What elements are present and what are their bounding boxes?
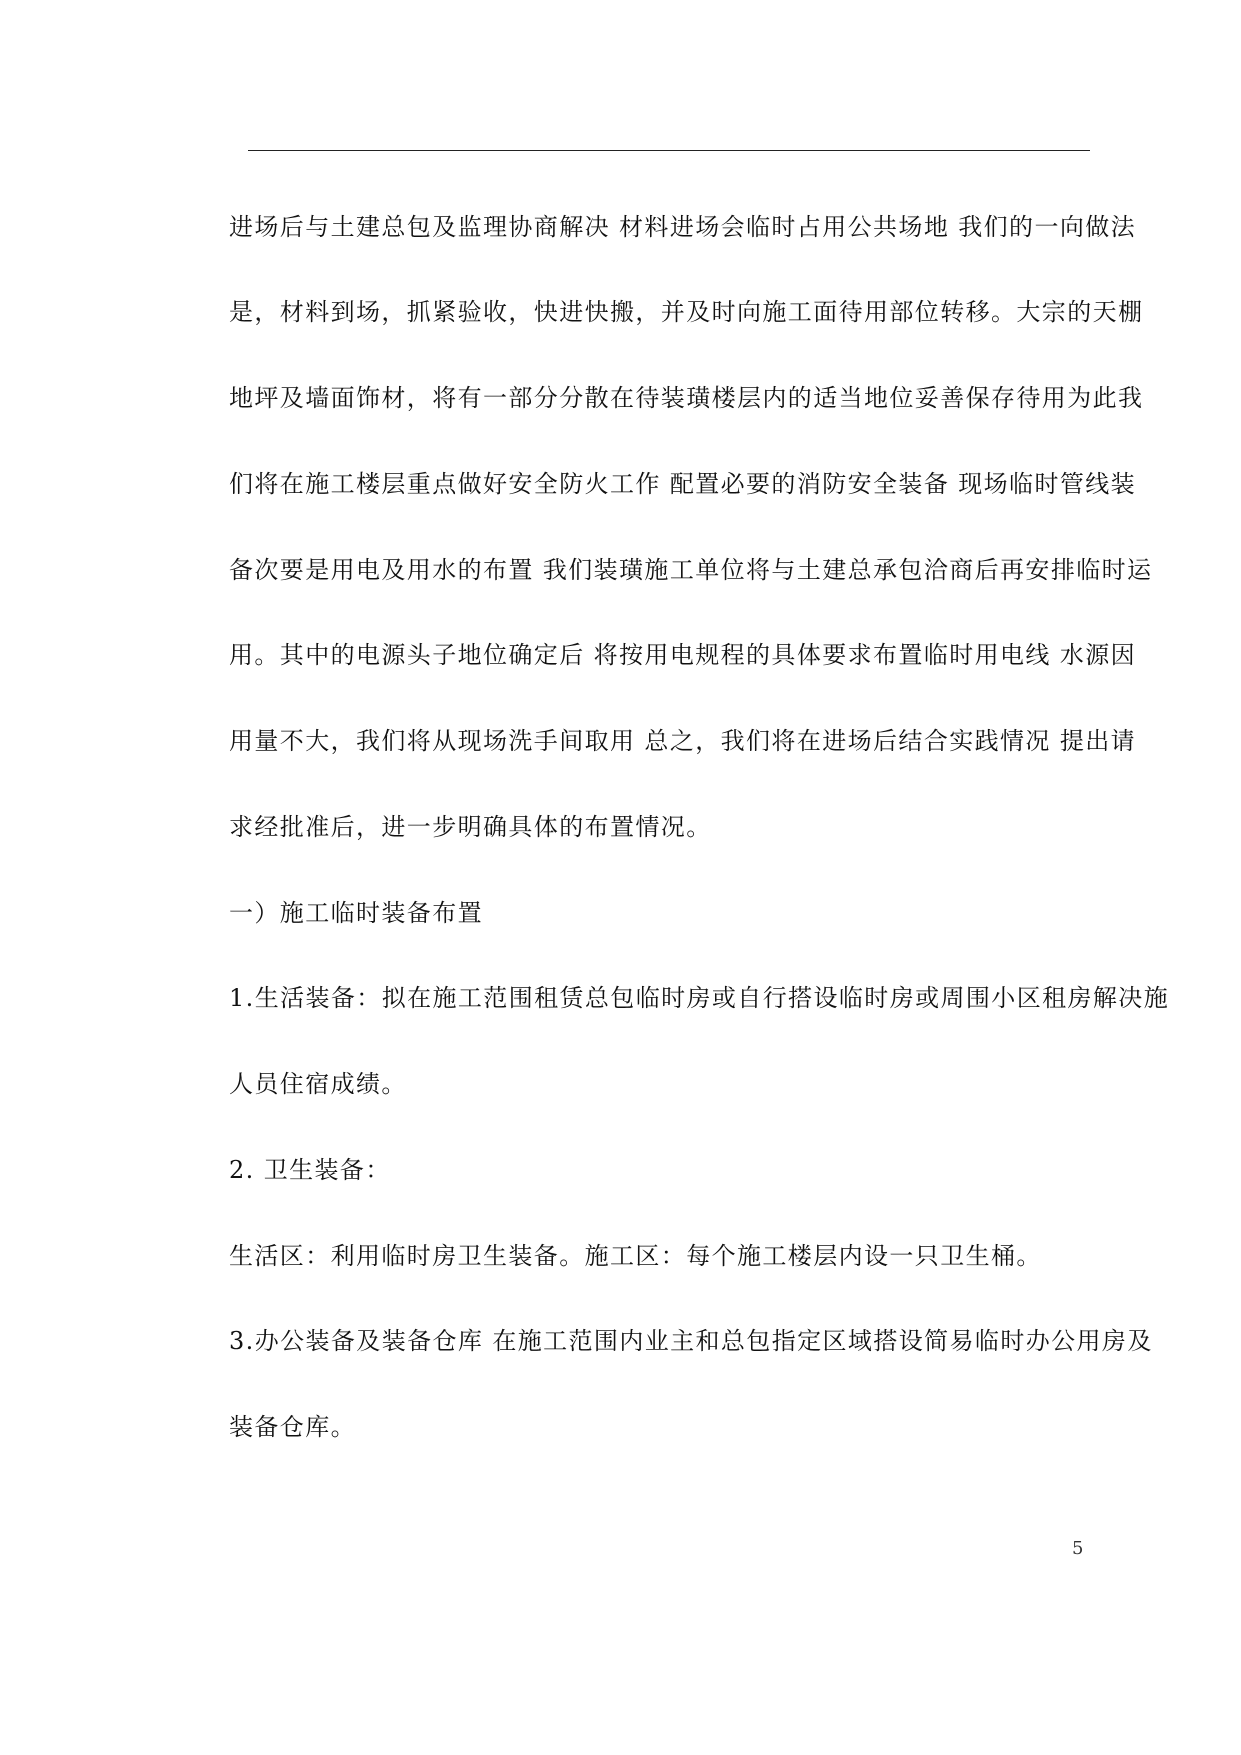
body-line-2: 是，材料到场，抓紧验收，快进快搬，并及时向施工面待用部位转移。大宗的天棚 (229, 298, 1144, 326)
section-heading: 一）施工临时装备布置 (229, 899, 483, 927)
body-line-3: 地坪及墙面饰材，将有一部分分散在待装璜楼层内的适当地位妥善保存待用为此我 (229, 384, 1144, 412)
list-item-2-detail: 生活区：利用临时房卫生装备。施工区：每个施工楼层内设一只卫生桶。 (229, 1242, 1042, 1270)
list-item-3: 3.办公装备及装备仓库 在施工范围内业主和总包指定区域搭设简易临时办公用房及 (229, 1327, 1153, 1355)
header-rule (248, 150, 1090, 151)
body-line-6: 用。其中的电源头子地位确定后 将按用电规程的具体要求布置临时用电线 水源因 (229, 641, 1137, 669)
list-item-1-continuation: 人员住宿成绩。 (229, 1070, 407, 1098)
list-item-2: 2. 卫生装备： (229, 1156, 391, 1184)
body-line-4: 们将在施工楼层重点做好安全防火工作 配置必要的消防安全装备 现场临时管线装 (229, 470, 1137, 498)
page-number: 5 (1072, 1538, 1084, 1559)
body-line-7: 用量不大，我们将从现场洗手间取用 总之，我们将在进场后结合实践情况 提出请 (229, 727, 1137, 755)
body-line-5: 备次要是用电及用水的布置 我们装璜施工单位将与土建总承包洽商后再安排临时运 (229, 556, 1153, 584)
list-item-1: 1.生活装备：拟在施工范围租赁总包临时房或自行搭设临时房或周围小区租房解决施 (229, 984, 1170, 1012)
body-line-8: 求经批准后，进一步明确具体的布置情况。 (229, 813, 712, 841)
list-item-3-continuation: 装备仓库。 (229, 1413, 356, 1441)
body-line-1: 进场后与土建总包及监理协商解决 材料进场会临时占用公共场地 我们的一向做法 (229, 213, 1137, 241)
